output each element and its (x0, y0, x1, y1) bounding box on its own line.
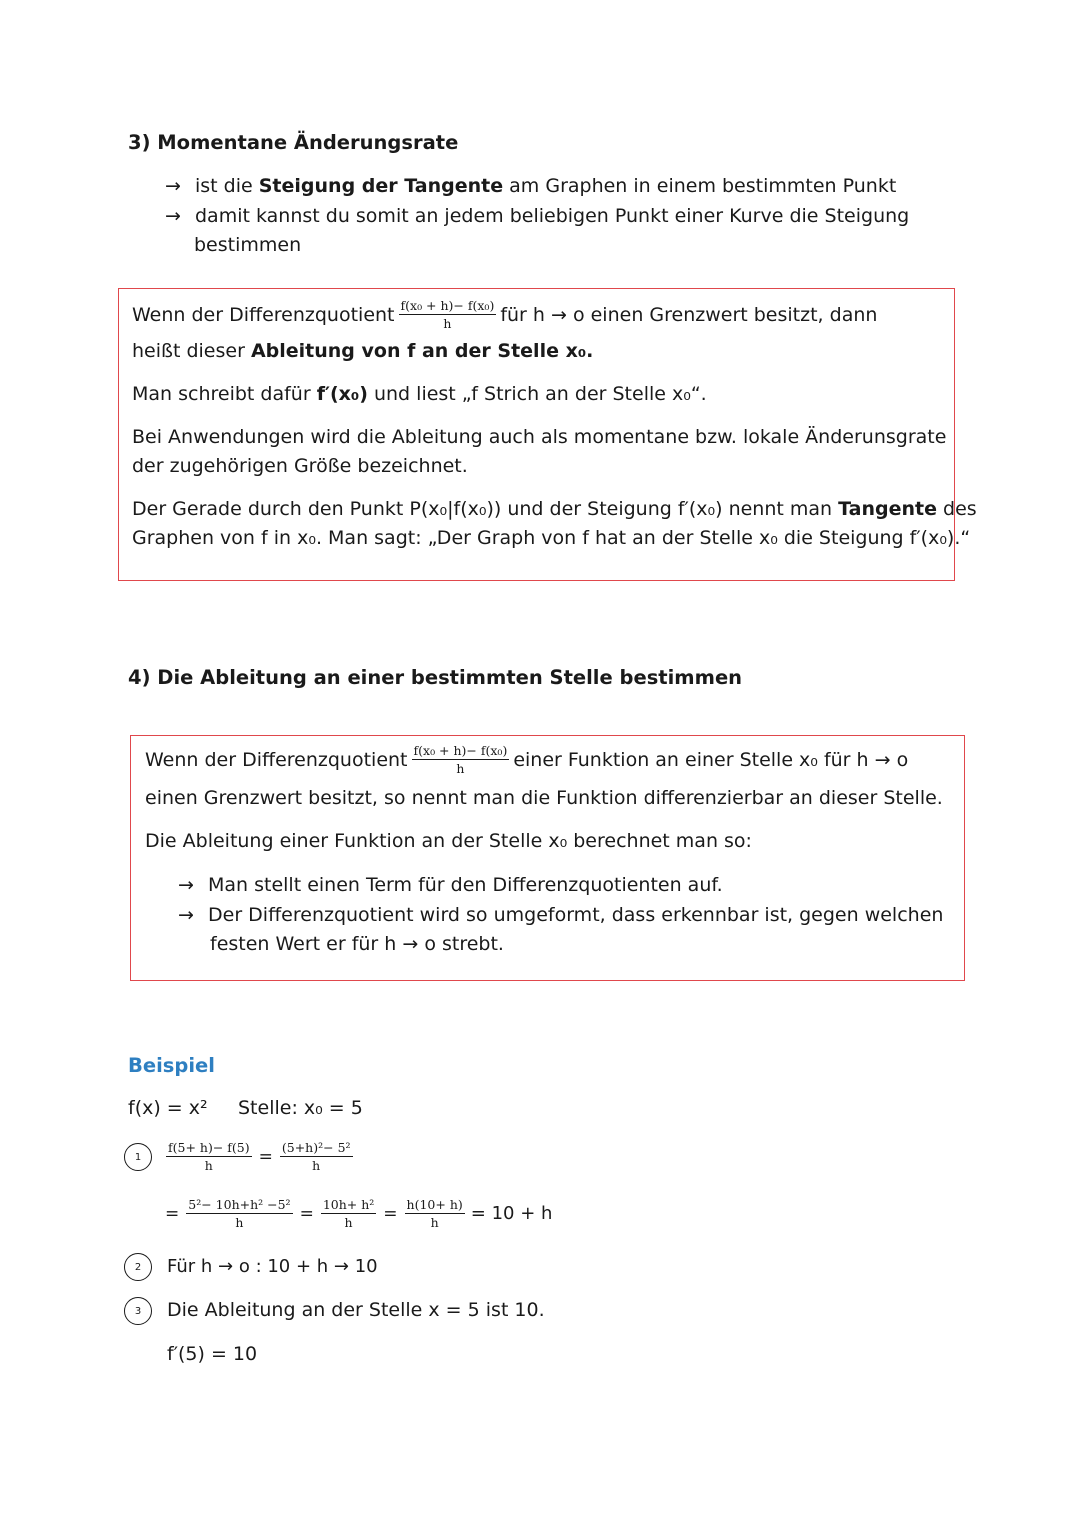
calc-row-1: $\frac{f(5+ h)- f(5)}{h}$ = $\frac{\text{(5+h)²− 5²}}{h}$ (168, 1140, 351, 1173)
arrow-icon: → (165, 205, 181, 227)
section-4-title: 4) Die Ableitung an einer bestimmten Stelle bestimmen (128, 666, 743, 689)
step-number-3: 3 (124, 1297, 152, 1325)
result: = 10 + h (470, 1203, 553, 1225)
fraction: $\frac{\text{10h+ h²}}{h}$ (322, 1197, 375, 1230)
step-number-2: 2 (124, 1253, 152, 1281)
bullet-continuation: bestimmen (194, 234, 302, 256)
definition-line: heißt dieser Ableitung von f an der Stelle x₀. (132, 340, 594, 362)
arrow-icon: → (178, 874, 194, 896)
bullet-item: → ist die Steigung der Tangente am Graphen in einem bestimmten Punkt (165, 175, 897, 197)
example-function: f(x) = x² (128, 1097, 208, 1119)
limit-line: Für h → o : 10 + h → 10 (167, 1256, 378, 1277)
difference-quotient: $\frac{\text{f(x₀ + h)− f(x₀)}}{h}$ (413, 743, 508, 776)
notation-line: Man schreibt dafür f′(x₀) und liest „f Strich an der Stelle x₀“. (132, 383, 707, 405)
definition-box-1 (118, 288, 977, 581)
example-stelle: Stelle: x₀ = 5 (238, 1097, 363, 1119)
bullet-item: → Man stellt einen Term für den Differenzquotienten auf. (178, 874, 723, 896)
definition-line: Wenn der Differenzquotient $\frac{\text{f(x₀ + h)− f(x₀)}}{h}$ einer Funktion an einer Stelle x₀ für h → o (145, 743, 909, 776)
definition-line: einen Grenzwert besitzt, so nennt man die Funktion differenzierbar an dieser Stelle. (145, 787, 943, 809)
fraction: $\frac{h(10+ h)}{h}$ (406, 1197, 463, 1230)
arrow-icon: → (178, 904, 194, 926)
fraction: $\frac{\text{5²− 10h+h² −5²}}{h}$ (188, 1197, 291, 1230)
calc-row-2: = $\frac{\text{5²− 10h+h² −5²}}{h}$ = $\frac{\text{10h+ h²}}{h}$ = $\frac{h(10+ h)}{h}$ = 10 + h (165, 1197, 553, 1230)
bullet-item: → Der Differenzquotient wird so umgeformt, dass erkennbar ist, gegen welchen (178, 904, 944, 926)
bullet-item: → damit kannst du somit an jedem beliebigen Punkt einer Kurve die Steigung (165, 205, 910, 227)
final-result: f′(5) = 10 (167, 1343, 258, 1365)
bullet-continuation: festen Wert er für h → o strebt. (210, 933, 504, 955)
tangent-line: Graphen von f in x₀. Man sagt: „Der Graph von f hat an der Stelle x₀ die Steigung f′(x₀).“ (132, 527, 971, 549)
application-line: der zugehörigen Größe bezeichnet. (132, 455, 468, 477)
step-number-1: 1 (124, 1143, 152, 1171)
fraction: $\frac{\text{(5+h)²− 5²}}{h}$ (281, 1140, 351, 1173)
conclusion-line: Die Ableitung an der Stelle x = 5 ist 10. (167, 1299, 545, 1321)
section-3-title: 3) Momentane Änderungsrate (128, 131, 459, 154)
tangent-line: Der Gerade durch den Punkt P(x₀|f(x₀)) und der Steigung f′(x₀) nennt man Tangente des (132, 498, 977, 520)
example-heading: Beispiel (128, 1054, 215, 1077)
definition-line: Wenn der Differenzquotient $\frac{\text{f(x₀ + h)− f(x₀)}}{h}$ für h → o einen Grenzwert besitzt, dann (132, 298, 878, 331)
procedure-intro: Die Ableitung einer Funktion an der Stelle x₀ berechnet man so: (145, 830, 752, 852)
fraction: $\frac{f(5+ h)- f(5)}{h}$ (168, 1140, 250, 1173)
difference-quotient: $\frac{\text{f(x₀ + h)− f(x₀)}}{h}$ (400, 298, 495, 331)
application-line: Bei Anwendungen wird die Ableitung auch als momentane bzw. lokale Änderunsgrate (132, 426, 947, 448)
definition-box-2 (130, 735, 965, 981)
arrow-icon: → (165, 175, 181, 197)
